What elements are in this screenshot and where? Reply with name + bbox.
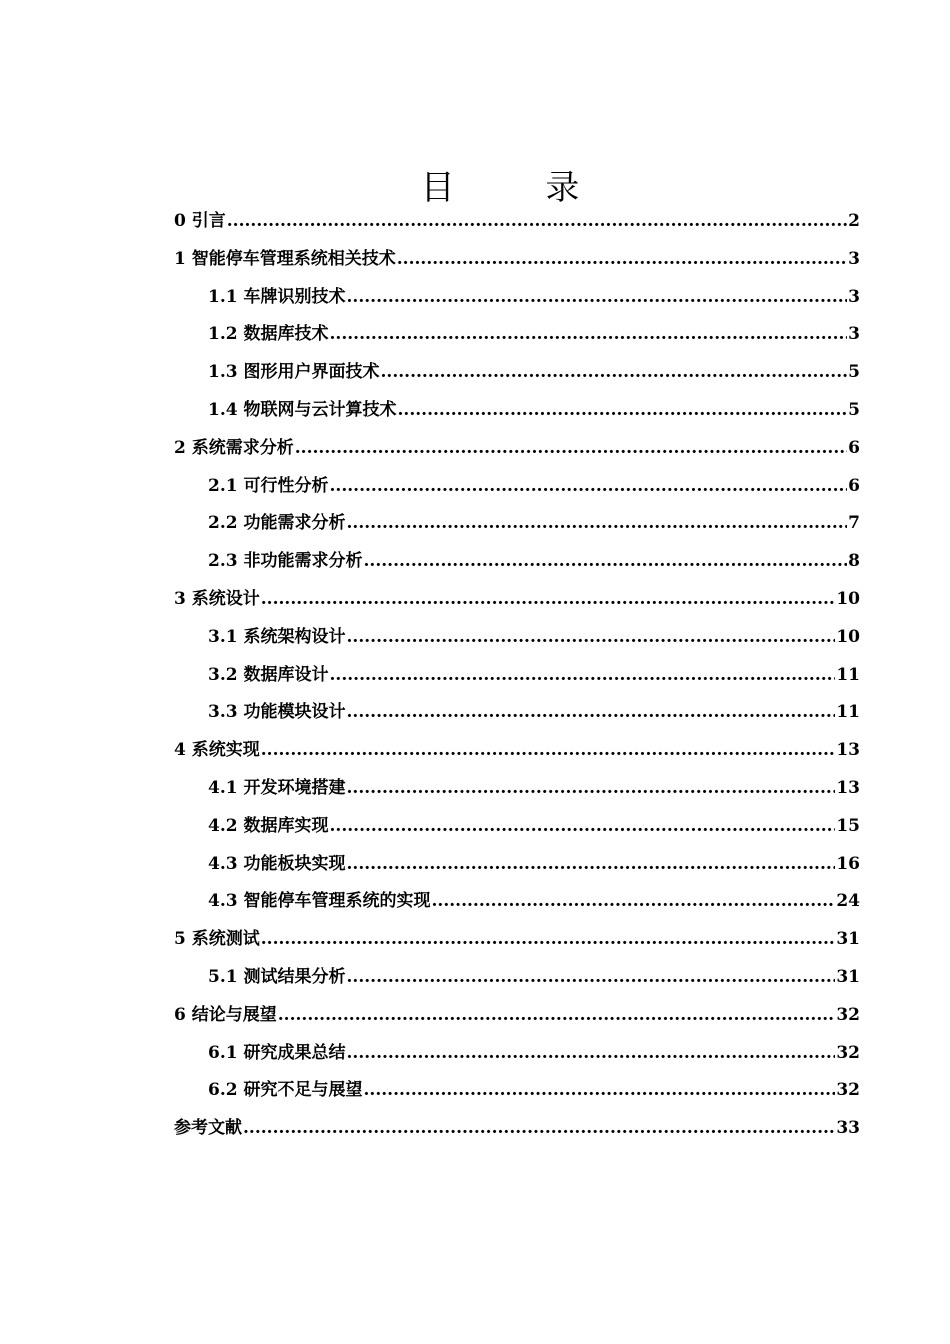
table-of-contents — [174, 203, 860, 1148]
toc-leader-dots — [347, 846, 836, 884]
toc-leader-dots — [261, 921, 836, 959]
toc-entry-label: 参考文献 — [174, 1118, 242, 1139]
toc-entry[interactable] — [174, 1110, 860, 1148]
toc-entry-page: 15 — [836, 815, 860, 836]
toc-leader-dots — [347, 1035, 836, 1073]
toc-entry[interactable] — [174, 316, 860, 354]
toc-leader-dots — [261, 581, 836, 619]
toc-leader-dots — [347, 694, 836, 732]
toc-entry-page: 31 — [836, 929, 860, 950]
toc-leader-dots — [432, 883, 836, 921]
toc-entry-label: 4.3 智能停车管理系统的实现 — [208, 891, 431, 912]
toc-leader-dots — [227, 203, 847, 241]
toc-entry-page: 13 — [836, 740, 860, 761]
toc-entry-label: 3.2 数据库设计 — [208, 664, 329, 685]
toc-leader-dots — [330, 316, 848, 354]
toc-entry[interactable] — [174, 241, 860, 279]
toc-entry-page: 3 — [848, 324, 860, 345]
toc-entry-page: 13 — [836, 777, 860, 798]
toc-leader-dots — [347, 770, 836, 808]
toc-leader-dots — [364, 543, 848, 581]
toc-entry[interactable] — [174, 430, 860, 468]
toc-entry-page: 6 — [848, 475, 860, 496]
toc-leader-dots — [381, 354, 848, 392]
toc-entry-page: 5 — [848, 362, 860, 383]
toc-entry[interactable] — [174, 468, 860, 506]
toc-entry[interactable] — [174, 694, 860, 732]
toc-entry-page: 32 — [836, 1042, 860, 1063]
toc-leader-dots — [261, 732, 836, 770]
toc-entry[interactable] — [174, 732, 860, 770]
toc-entry-label: 1.3 图形用户界面技术 — [208, 362, 380, 383]
toc-entry-page: 33 — [836, 1118, 860, 1139]
page-title: 目 录 — [420, 167, 620, 208]
toc-entry-page: 11 — [836, 702, 860, 723]
toc-entry[interactable] — [174, 997, 860, 1035]
toc-entry[interactable] — [174, 354, 860, 392]
toc-entry-label: 1.1 车牌识别技术 — [208, 286, 346, 307]
toc-entry-label: 5 系统测试 — [174, 929, 260, 950]
toc-entry[interactable] — [174, 392, 860, 430]
toc-entry-page: 32 — [836, 1004, 860, 1025]
toc-entry-page: 24 — [836, 891, 860, 912]
toc-entry-page: 6 — [848, 437, 860, 458]
toc-entry-page: 5 — [848, 399, 860, 420]
toc-entry-label: 4.2 数据库实现 — [208, 815, 329, 836]
toc-entry-label: 4.3 功能板块实现 — [208, 853, 346, 874]
toc-leader-dots — [330, 808, 836, 846]
toc-entry-label: 2.2 功能需求分析 — [208, 513, 346, 534]
toc-entry[interactable] — [174, 846, 860, 884]
toc-entry-label: 3.1 系统架构设计 — [208, 626, 346, 647]
toc-entry-page: 16 — [836, 853, 860, 874]
toc-entry-page: 11 — [836, 664, 860, 685]
toc-entry[interactable] — [174, 543, 860, 581]
toc-entry-label: 4 系统实现 — [174, 740, 260, 761]
toc-entry[interactable] — [174, 279, 860, 317]
toc-entry-label: 1 智能停车管理系统相关技术 — [174, 248, 396, 269]
toc-entry-label: 6.1 研究成果总结 — [208, 1042, 346, 1063]
toc-leader-dots — [347, 619, 836, 657]
toc-leader-dots — [397, 241, 847, 279]
toc-entry-page: 2 — [848, 211, 860, 231]
toc-leader-dots — [330, 468, 848, 506]
toc-leader-dots — [295, 430, 847, 468]
toc-entry-page: 10 — [836, 588, 860, 609]
toc-entry[interactable] — [174, 808, 860, 846]
toc-entry-label: 5.1 测试结果分析 — [208, 966, 346, 987]
toc-entry[interactable] — [174, 883, 860, 921]
toc-entry-label: 2.1 可行性分析 — [208, 475, 329, 496]
toc-entry[interactable] — [174, 505, 860, 543]
toc-entry-label: 1.2 数据库技术 — [208, 324, 329, 345]
toc-entry-label: 6.2 研究不足与展望 — [208, 1080, 363, 1101]
toc-entry-label: 6 结论与展望 — [174, 1004, 277, 1025]
toc-leader-dots — [364, 1072, 836, 1110]
toc-entry-label: 3.3 功能模块设计 — [208, 702, 346, 723]
toc-entry-page: 8 — [848, 551, 860, 572]
toc-entry[interactable] — [174, 770, 860, 808]
toc-entry-page: 3 — [848, 286, 860, 307]
toc-entry[interactable] — [174, 203, 860, 241]
toc-entry-label: 2.3 非功能需求分析 — [208, 551, 363, 572]
toc-entry-page: 32 — [836, 1080, 860, 1101]
toc-entry[interactable] — [174, 959, 860, 997]
toc-entry[interactable] — [174, 619, 860, 657]
toc-leader-dots — [347, 959, 836, 997]
toc-entry[interactable] — [174, 1072, 860, 1110]
toc-entry-label: 3 系统设计 — [174, 588, 260, 609]
toc-entry[interactable] — [174, 581, 860, 619]
toc-leader-dots — [398, 392, 848, 430]
toc-entry[interactable] — [174, 657, 860, 695]
toc-entry-label: 4.1 开发环境搭建 — [208, 777, 346, 798]
toc-entry-label: 0 引言 — [174, 211, 226, 231]
toc-entry-page: 10 — [836, 626, 860, 647]
toc-leader-dots — [330, 657, 836, 695]
toc-entry-label: 1.4 物联网与云计算技术 — [208, 399, 397, 420]
toc-leader-dots — [347, 279, 848, 317]
toc-leader-dots — [347, 505, 848, 543]
toc-entry[interactable] — [174, 921, 860, 959]
toc-entry-page: 31 — [836, 966, 860, 987]
toc-entry[interactable] — [174, 1035, 860, 1073]
toc-entry-page: 7 — [848, 513, 860, 534]
toc-entry-label: 2 系统需求分析 — [174, 437, 294, 458]
toc-entry-page: 3 — [848, 248, 860, 269]
toc-leader-dots — [243, 1110, 835, 1148]
toc-leader-dots — [278, 997, 836, 1035]
